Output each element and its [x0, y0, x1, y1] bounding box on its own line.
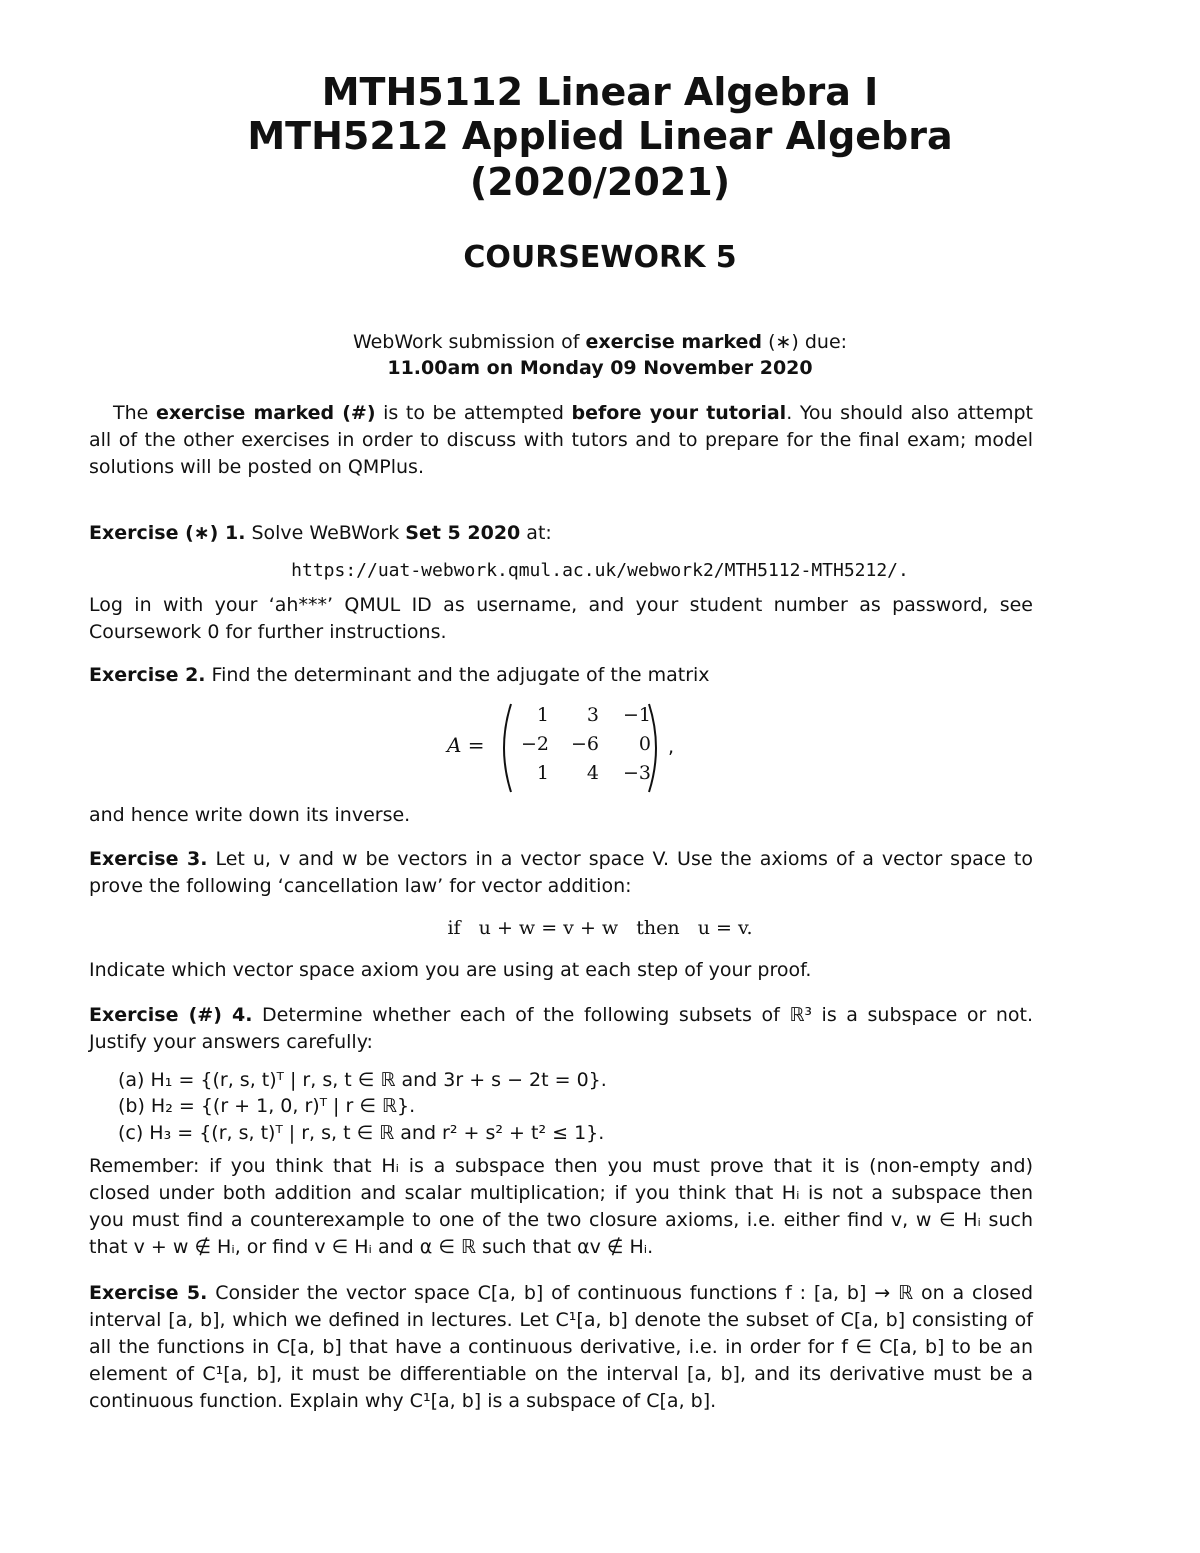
exercise-4-paragraph — [89, 1002, 1033, 1056]
matrix-cell: −1 — [622, 704, 651, 726]
title-line-1: MTH5112 Linear Algebra I — [321, 70, 879, 114]
submission-deadline: 11.00am on Monday 09 November 2020 — [387, 357, 813, 379]
title-line-3: (2020/2021) — [469, 160, 731, 204]
exercise-1-text-2: at: — [520, 522, 552, 544]
matrix-label: A = — [447, 733, 485, 757]
title-line-2: MTH5212 Applied Linear Algebra — [247, 114, 953, 158]
exercise-3-follow: Indicate which vector space axiom you are using at each step of your proof. — [89, 959, 812, 981]
exercise-3-heading: Exercise 3. — [89, 848, 208, 870]
matrix-comma: , — [668, 736, 675, 758]
subset-item-a: (a) H₁ = {(r, s, t)ᵀ | r, s, t ∈ ℝ and 3r + s − 2t = 0}. — [118, 1069, 607, 1091]
matrix-cell: 1 — [536, 762, 549, 784]
exercise-4-remember: Remember: if you think that Hᵢ is a subspace then you must prove that it is (non-empty and) closed under both addition and scalar multiplication; if you think that Hᵢ is not a subspace then you must find a counterexample to one of the two closure axioms, i.e. either find v, w ∈ Hᵢ such that v + w ∉ Hᵢ, or find v ∈ Hᵢ and α ∈ ℝ such that αv ∉ Hᵢ. — [89, 1155, 1033, 1258]
submission-line — [0, 329, 1200, 356]
coursework-heading: COURSEWORK 5 — [463, 240, 737, 275]
intro-paragraph — [89, 400, 1033, 481]
exercise-5-heading: Exercise 5. — [89, 1282, 208, 1304]
matrix-grid — [505, 704, 657, 791]
intro-bold-1: exercise marked (#) — [155, 402, 376, 424]
exercise-4-text: Determine whether each of the following subsets of ℝ³ is a subspace or not. Justify your answers carefully: — [89, 1004, 1033, 1053]
matrix-A — [0, 700, 1200, 800]
cancellation-law: if u + w = v + w then u = v. — [447, 917, 753, 939]
subset-item-b: (b) H₂ = {(r + 1, 0, r)ᵀ | r ∈ ℝ}. — [118, 1095, 416, 1117]
exercise-3-text: Let u, v and w be vectors in a vector space V. Use the axioms of a vector space to prove the following ‘cancellation law’ for vector addition: — [89, 848, 1034, 897]
intro-bold-2: before your tutorial — [571, 402, 787, 424]
matrix-cell: −3 — [622, 762, 651, 784]
exercise-1-bold: Set 5 2020 — [405, 522, 521, 544]
exercise-5-text: Consider the vector space C[a, b] of continuous functions f : [a, b] → ℝ on a closed interval [a, b], which we defined in lectures. Let C¹[a, b] denote the subset of C[a, b] consisting of all the functions in C[a, b] that have a continuous derivative, i.e. in order for f ∈ C[a, b] to be an element of C¹[a, b], it must be differentiable on the interval [a, b], and its derivative must be a continuous function. Explain why C¹[a, b] is a subspace of C[a, b]. — [89, 1282, 1034, 1412]
intro-text-1: The — [113, 402, 156, 424]
exercise-1-login: Log in with your ‘ah***’ QMUL ID as username, and your student number as password, see Coursework 0 for further instructions. — [89, 594, 1033, 643]
subset-item-c: (c) H₃ = {(r, s, t)ᵀ | r, s, t ∈ ℝ and r² + s² + t² ≤ 1}. — [118, 1122, 605, 1144]
intro-text-3: . You should also attempt all of the other exercises in order to discuss with tutors and to prepare for the final exam; model solutions will be posted on QMPlus. — [89, 402, 1033, 478]
webwork-url[interactable]: https://uat-webwork.qmul.ac.uk/webwork2/MTH5112-MTH5212/. — [291, 560, 909, 581]
exercise-1-heading: Exercise (∗) 1. — [89, 522, 246, 544]
exercise-2-line — [89, 662, 1033, 689]
exercise-5-paragraph — [89, 1280, 1033, 1415]
right-paren-icon — [645, 702, 665, 794]
exercise-4-heading: Exercise (#) 4. — [89, 1004, 253, 1026]
matrix-cell: −2 — [520, 733, 549, 755]
matrix-cell: 0 — [638, 733, 651, 755]
submission-suffix: (∗) due: — [762, 331, 848, 353]
matrix-cell: 4 — [586, 762, 599, 784]
exercise-2-heading: Exercise 2. — [89, 664, 206, 686]
intro-text-2: is to be attempted — [375, 402, 572, 424]
submission-bold: exercise marked — [585, 331, 763, 353]
matrix-cell: −6 — [570, 733, 599, 755]
exercise-1-line — [89, 520, 1033, 547]
matrix-cell: 3 — [586, 704, 599, 726]
exercise-3-paragraph — [89, 846, 1033, 900]
submission-prefix: WebWork submission of — [352, 331, 586, 353]
exercise-1-text-1: Solve WeBWork — [245, 522, 406, 544]
matrix-cell: 1 — [536, 704, 549, 726]
exercise-2-follow: and hence write down its inverse. — [89, 804, 411, 826]
exercise-2-text: Find the determinant and the adjugate of the matrix — [205, 664, 710, 686]
